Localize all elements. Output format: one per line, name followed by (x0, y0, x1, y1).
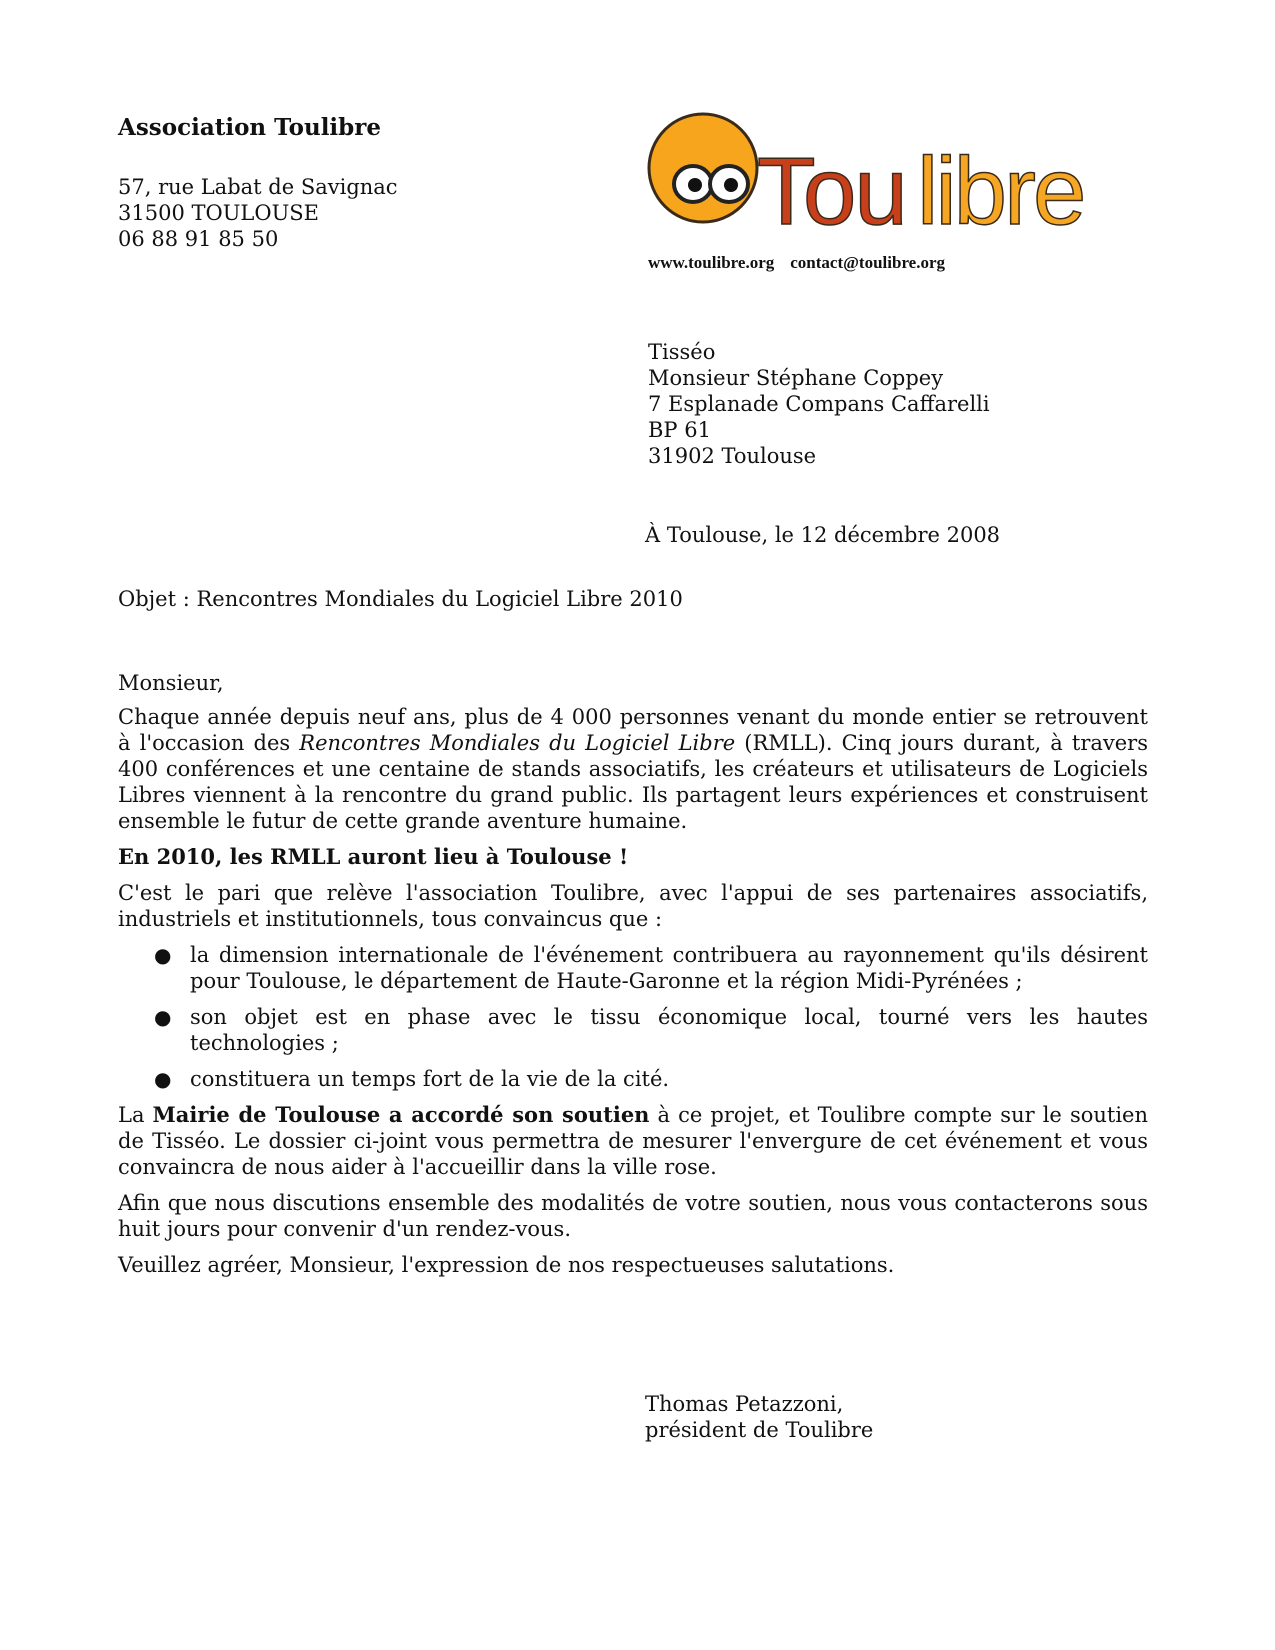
sender-phone: 06 88 91 85 50 (118, 227, 279, 251)
recipient-city: 31902 Toulouse (648, 444, 817, 468)
toulibre-logo (645, 92, 1125, 242)
paragraph-support-a: La (118, 1103, 153, 1127)
list-item-text: son objet est en phase avec le tissu économique local, tourné vers les hautes technologies ; (190, 1005, 1148, 1055)
list-item (154, 1004, 1148, 1056)
paragraph-intro-b: (RMLL). Cinq jours durant, à travers 400 conférences et une centaine de stands associatifs, les créateurs et utilisateurs de Logiciels Libres viennent à la rencontre du grand public. Ils partagent leurs expériences et construisent ensemble le futur de cette grande aventure humaine. (118, 731, 1148, 833)
list-item-text: constituera un temps fort de la vie de la cité. (190, 1067, 670, 1091)
paragraph-intro (118, 704, 1148, 834)
logo-wordmark-part1: Tou (757, 138, 906, 242)
letter-body (118, 670, 1148, 1288)
date-line: À Toulouse, le 12 décembre 2008 (645, 523, 1001, 547)
bullet-icon: ● (154, 1005, 172, 1029)
logo-contact-line (648, 253, 945, 273)
event-name: Rencontres Mondiales du Logiciel Libre (299, 731, 736, 755)
paragraph-contact: Afin que nous discutions ensemble des modalités de votre soutien, nous vous contacterons sous huit jours pour convenir d'un rendez-vous. (118, 1191, 1148, 1241)
paragraph-intro-a: Chaque année depuis neuf ans, plus de 4 000 personnes venant du monde entier se retrouvent à l'occasion des (118, 705, 1148, 755)
sender-address (118, 174, 398, 252)
highlight-heading: En 2010, les RMLL auront lieu à Toulouse ! (118, 844, 629, 869)
closing-formula: Veuillez agréer, Monsieur, l'expression de nos respectueuses salutations. (118, 1253, 895, 1277)
paragraph-bet: C'est le pari que relève l'association Toulibre, avec l'appui de ses partenaires associatifs, industriels et institutionnels, tous convaincus que : (118, 881, 1148, 931)
sender-city: 31500 TOULOUSE (118, 201, 319, 225)
logo-wordmark-part2: libre (917, 138, 1084, 242)
recipient-bp: BP 61 (648, 418, 711, 442)
website-link[interactable]: www.toulibre.org (648, 253, 775, 272)
email-link[interactable]: contact@toulibre.org (790, 253, 946, 272)
signature-title: président de Toulibre (645, 1418, 874, 1442)
signature-block (645, 1391, 873, 1443)
signature-name: Thomas Petazzoni, (645, 1392, 844, 1416)
sender-name: Association Toulibre (118, 114, 382, 141)
sender-street: 57, rue Labat de Savignac (118, 175, 398, 199)
recipient-person: Monsieur Stéphane Coppey (648, 366, 944, 390)
list-item (154, 1066, 1148, 1092)
conviction-list (118, 942, 1148, 1092)
greeting: Monsieur, (118, 671, 224, 695)
recipient-address (648, 339, 990, 469)
subject-line: Objet : Rencontres Mondiales du Logiciel Libre 2010 (118, 587, 683, 611)
bullet-icon: ● (154, 1067, 172, 1091)
list-item-text: la dimension internationale de l'événement contribuera au rayonnement qu'ils désirent pour Toulouse, le département de Haute-Garonne et la région Midi-Pyrénées ; (190, 943, 1148, 993)
paragraph-support (118, 1102, 1148, 1180)
bullet-icon: ● (154, 943, 172, 967)
paragraph-support-b: à ce projet, et Toulibre compte sur le soutien de Tisséo. Le dossier ci-joint vous permettra de mesurer l'envergure de cet événement et vous convaincra de nous aider à l'accueillir dans la ville rose. (118, 1103, 1148, 1179)
recipient-street: 7 Esplanade Compans Caffarelli (648, 392, 990, 416)
recipient-org: Tisséo (648, 340, 716, 364)
support-highlight: Mairie de Toulouse a accordé son soutien (152, 1102, 650, 1127)
list-item (154, 942, 1148, 994)
